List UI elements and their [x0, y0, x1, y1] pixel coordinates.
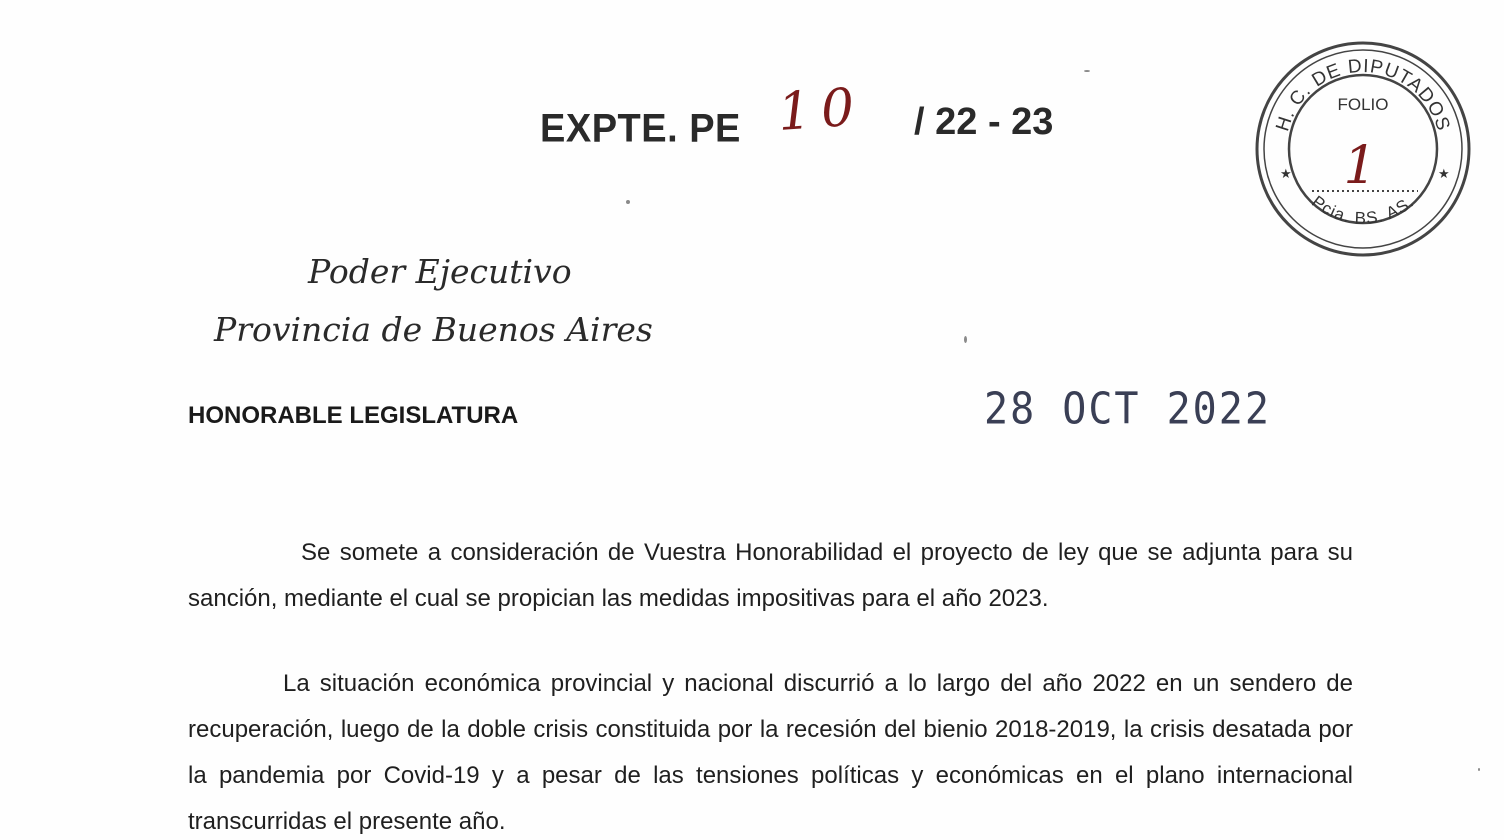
body-paragraph-2: La situación económica provincial y nacional discurrió a lo largo del año 2022 en un sendero de recuperación, luego de la doble crisis constituida por la recesión del bienio 2018-2019, la crisis desatada por la pandemia por Covid-19 y a pesar de las tensiones políticas y económicas en el plano internacional transcurridas el presente año. [188, 670, 1353, 835]
folio-seal [1252, 38, 1474, 260]
seal-star-right-icon: ★ [1438, 166, 1450, 181]
seal-top-text: H. C. DE DIPUTADOS [1272, 55, 1454, 134]
expte-number-handwritten: 10 [776, 77, 867, 143]
svg-text:Pcia. BS. AS. [1308, 192, 1418, 228]
date-stamp: 28 OCT 2022 [984, 383, 1271, 435]
seal-bottom-text: Pcia. BS. AS. [1308, 191, 1418, 228]
seal-folio-label: FOLIO [1337, 95, 1389, 114]
letterhead-poder-ejecutivo: Poder Ejecutivo [308, 252, 572, 291]
addressee-heading: HONORABLE LEGISLATURA [188, 402, 519, 429]
seal-folio-number: 1 [1343, 136, 1377, 196]
seal-star-left-icon: ★ [1280, 166, 1292, 181]
body-paragraph-1: Se somete a consideración de Vuestra Honorabilidad el proyecto de ley que se adjunta para su sanción, mediante el cual se propician las medidas impositivas para el año 2023. [188, 539, 1353, 612]
letterhead-provincia: Provincia de Buenos Aires [214, 310, 653, 349]
expte-prefix: EXPTE. PE [540, 106, 741, 152]
expte-year: / 22 - 23 [914, 101, 1054, 143]
